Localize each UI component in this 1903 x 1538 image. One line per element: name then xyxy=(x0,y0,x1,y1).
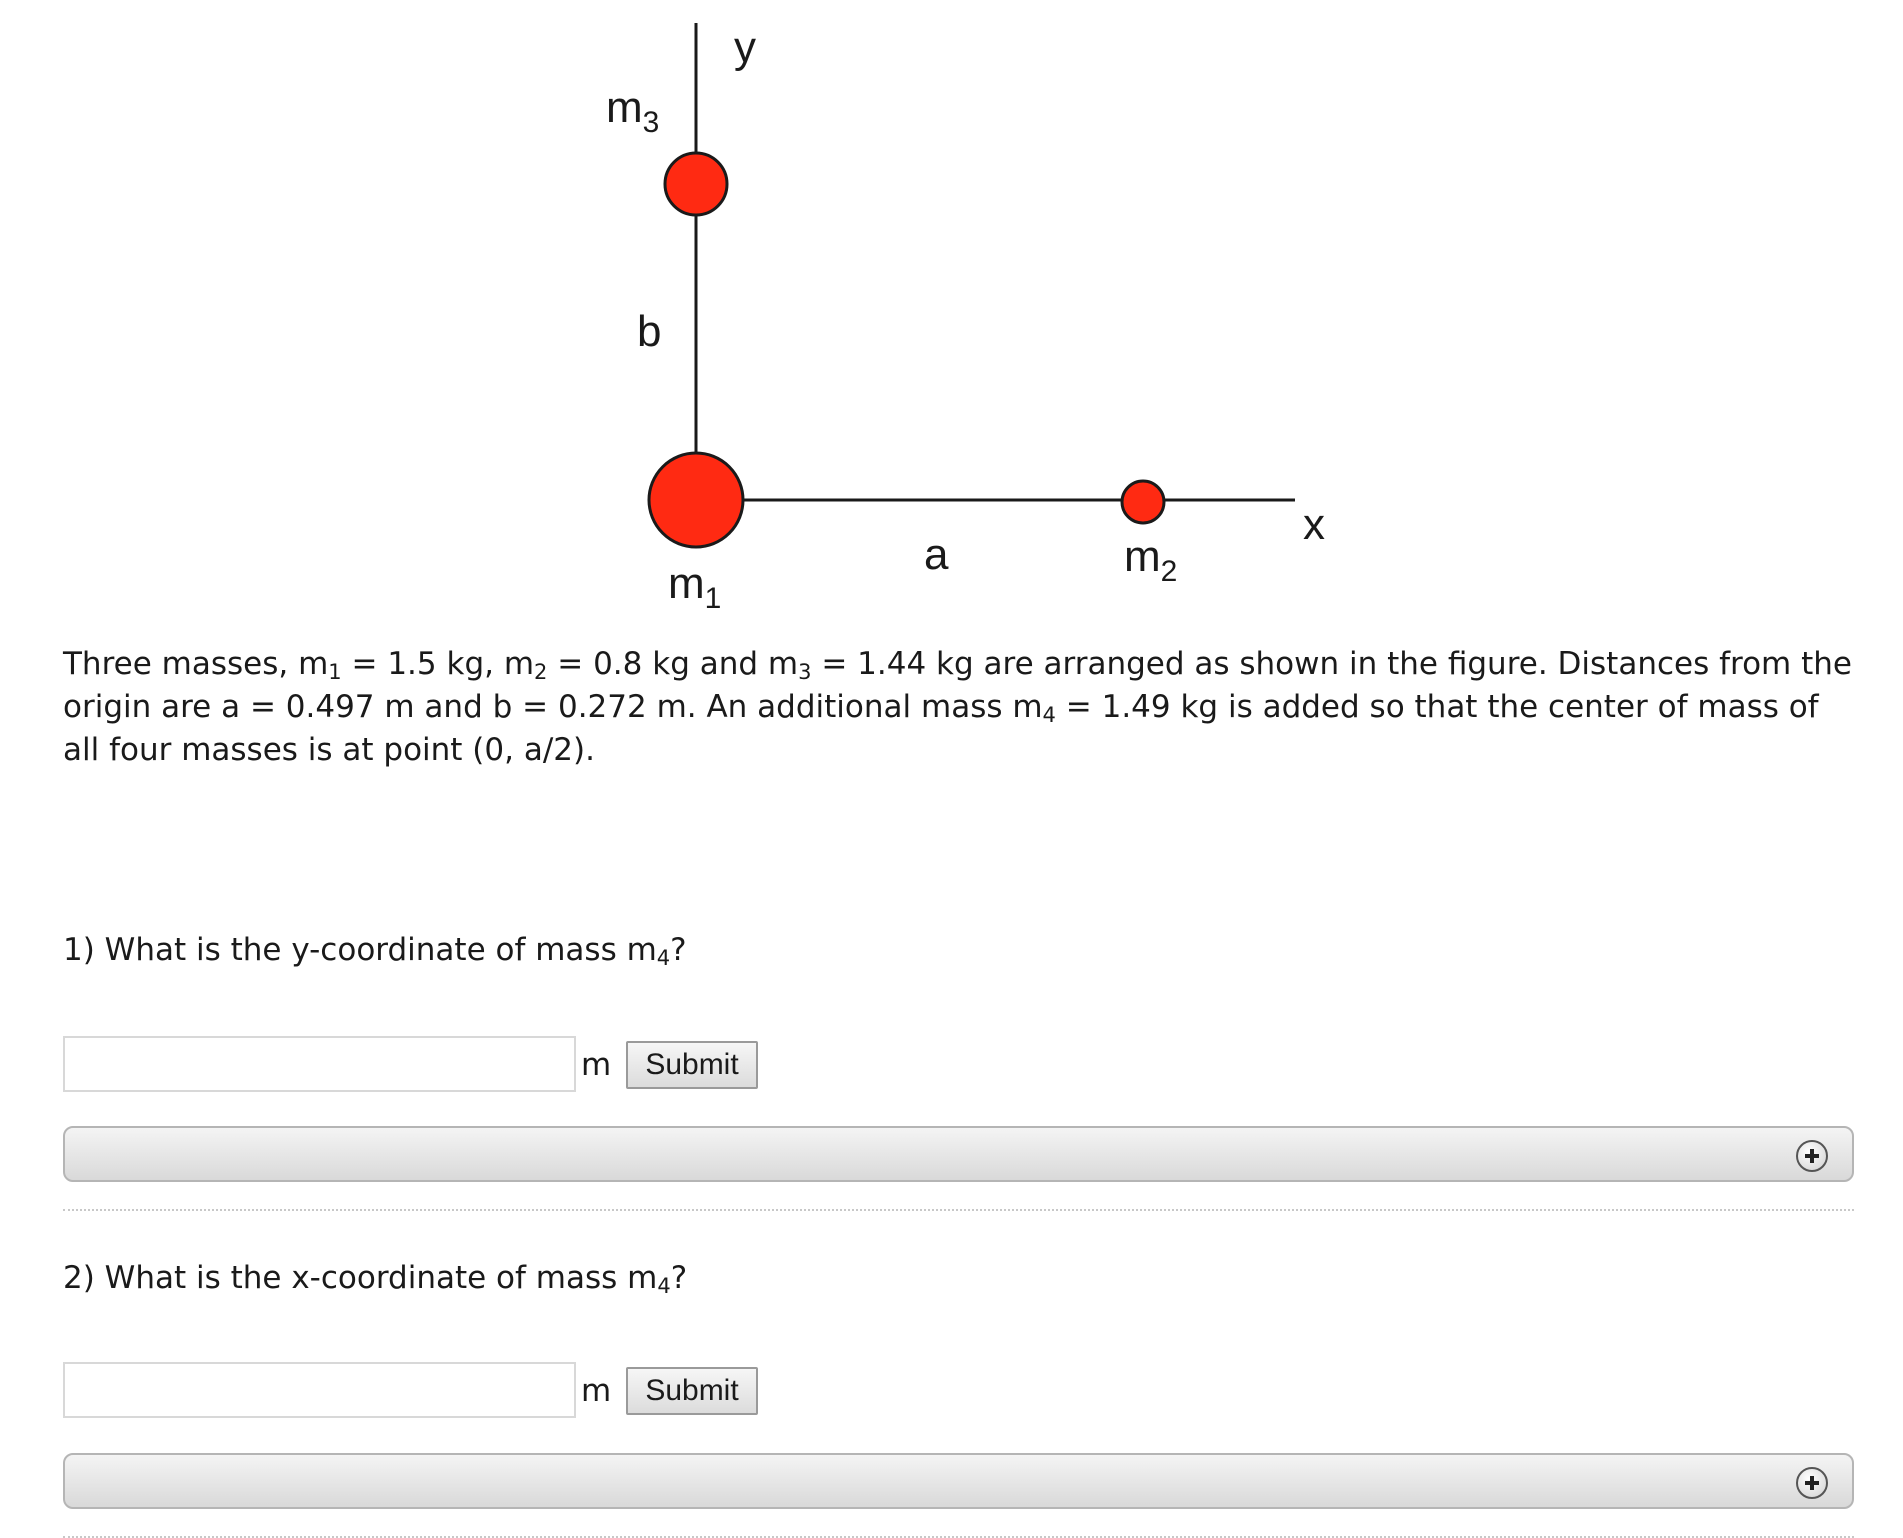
subscript: 1 xyxy=(328,660,342,684)
problem-text: = 1.49 kg is added so that the center of mass of all four masses is at point (0, a/2). xyxy=(63,689,1819,768)
question-2-help-bar[interactable] xyxy=(63,1453,1854,1509)
submit-2-button[interactable]: Submit xyxy=(626,1367,758,1415)
mass-3-circle xyxy=(665,153,727,215)
mass-1-label-base: m xyxy=(668,559,705,608)
answer-2-input[interactable] xyxy=(63,1362,576,1418)
distance-a-label: a xyxy=(924,530,949,579)
answer-1-unit: m xyxy=(581,1047,612,1083)
subscript: 3 xyxy=(798,660,812,684)
mass-2-circle xyxy=(1122,481,1164,523)
submit-1-button[interactable]: Submit xyxy=(626,1041,758,1089)
section-separator xyxy=(63,1209,1854,1211)
question-1-prompt xyxy=(63,932,687,968)
question-2-prompt xyxy=(63,1260,687,1296)
plus-circle-icon[interactable] xyxy=(1796,1467,1828,1499)
plus-circle-icon[interactable] xyxy=(1796,1140,1828,1172)
mass-3-label xyxy=(606,83,659,139)
x-axis-label: x xyxy=(1303,500,1325,549)
subscript: 4 xyxy=(1042,703,1056,727)
subscript: 2 xyxy=(534,660,548,684)
question-text: 2) What is the x-coordinate of mass m xyxy=(63,1260,658,1296)
distance-b-label: b xyxy=(637,307,662,356)
subscript: 4 xyxy=(657,1274,671,1298)
mass-2-label xyxy=(1124,532,1177,588)
answer-1-input[interactable] xyxy=(63,1036,576,1092)
question-text: 1) What is the y-coordinate of mass m xyxy=(63,932,657,968)
mass-arrangement-figure xyxy=(0,0,1903,620)
question-1-help-bar[interactable] xyxy=(63,1126,1854,1182)
y-axis-label: y xyxy=(734,23,756,72)
mass-1-label-sub: 1 xyxy=(704,582,722,615)
answer-2-unit: m xyxy=(581,1373,612,1409)
problem-text: = 0.8 kg and m xyxy=(547,646,799,682)
problem-text: = 1.5 kg, m xyxy=(341,646,535,682)
problem-text: Three masses, m xyxy=(63,646,329,682)
mass-1-circle xyxy=(649,453,743,547)
mass-1-label xyxy=(668,559,721,615)
subscript: 4 xyxy=(656,946,671,970)
question-text: ? xyxy=(670,932,687,968)
problem-statement xyxy=(63,643,1853,772)
mass-2-label-base: m xyxy=(1124,532,1161,581)
mass-2-label-sub: 2 xyxy=(1160,555,1178,588)
question-text: ? xyxy=(670,1260,688,1296)
mass-3-label-base: m xyxy=(606,83,643,132)
problem-text: = 1.44 kg are arranged as shown in the figure. Distances from the origin are a = 0.497 m and b = 0.272 m. An additional mass m xyxy=(63,646,1852,725)
mass-3-label-sub: 3 xyxy=(642,106,660,139)
